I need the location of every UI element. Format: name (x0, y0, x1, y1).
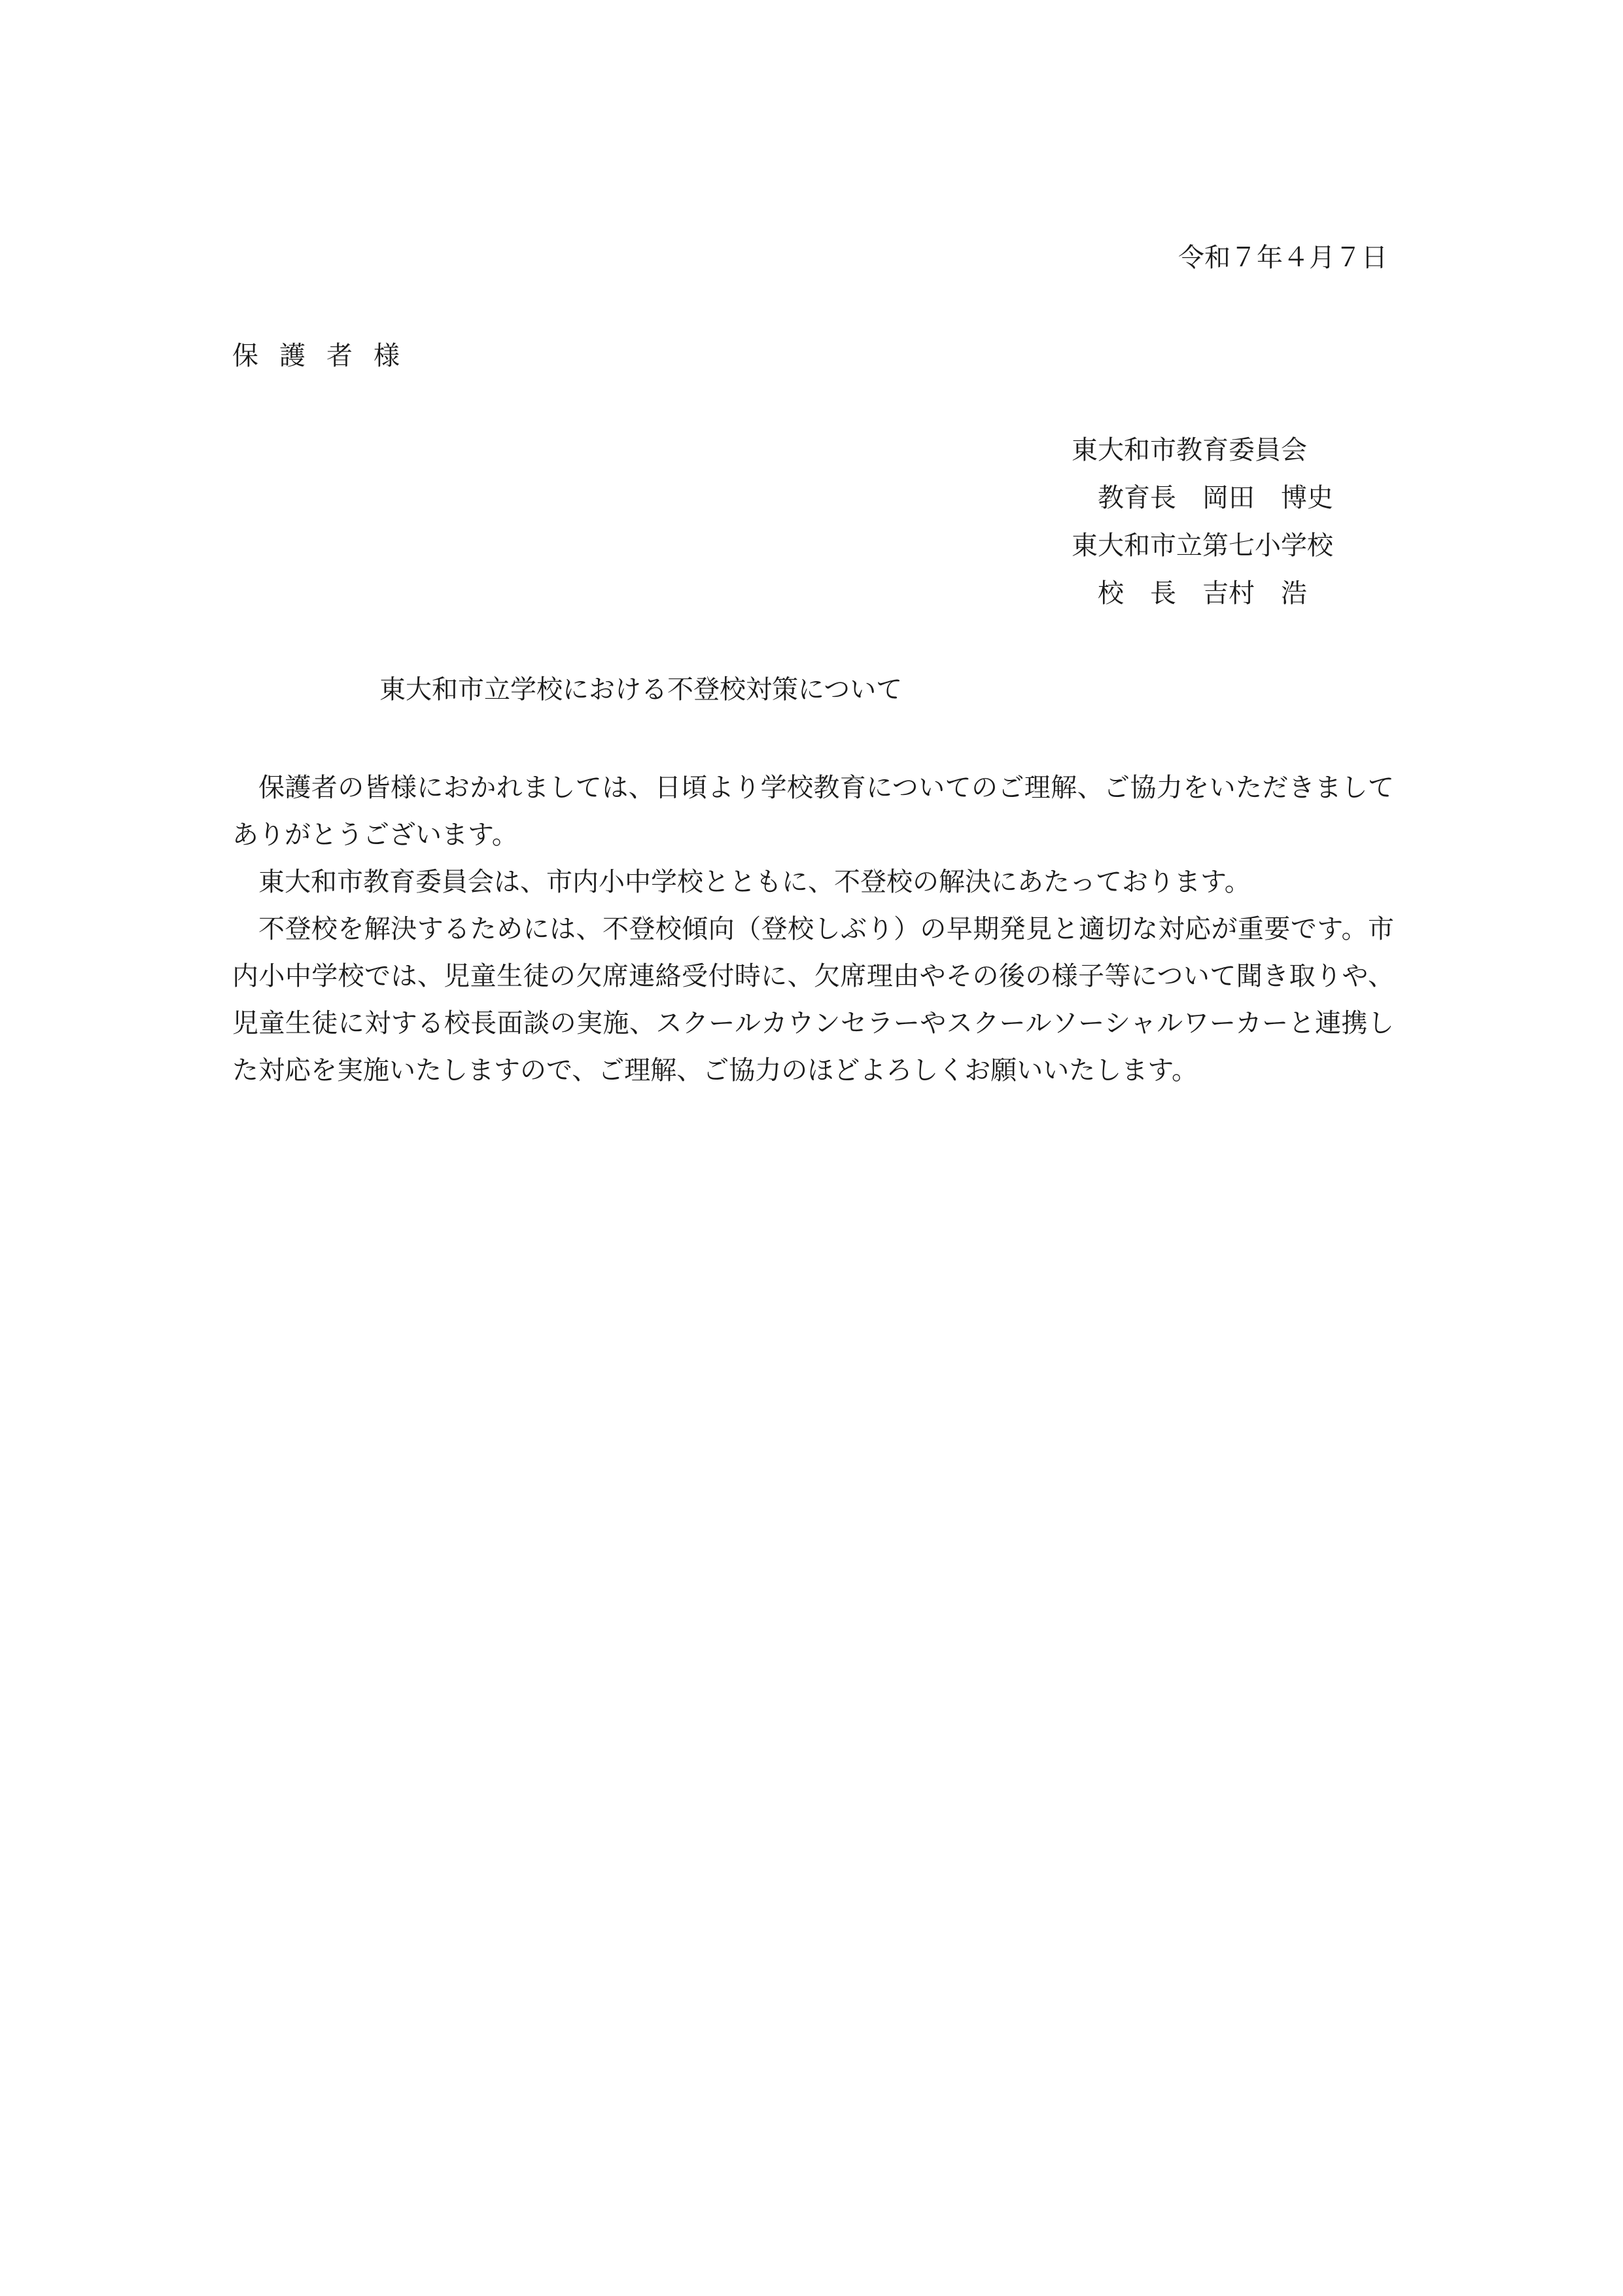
body-paragraph-board: 東大和市教育委員会は、市内小中学校とともに、不登校の解決にあたっております。 (258, 867, 1251, 897)
sender-principal: 校 長 吉村 浩 (1072, 578, 1307, 609)
sender-school: 東大和市立第七小学校 (1072, 531, 1333, 561)
letter-body (232, 764, 1394, 1094)
body-paragraph-measures: 不登校を解決するためには、不登校傾向（登校しぶり）の早期発見と適切な対応が重要です。市内小中学校では、児童生徒の欠席連絡受付時に、欠席理由やその後の様子等について聞き取りや、児童生徒に対する校長面談の実施、スクールカウンセラーやスクールソーシャルワーカーと連携した対応を実施いたしますので、ご理解、ご協力のほどよろしくお願いいたします。 (232, 914, 1394, 1086)
letter-date: 令和７年４月７日 (1178, 243, 1387, 273)
body-paragraph-greeting: 保護者の皆様におかれましては、日頃より学校教育についてのご理解、ご協力をいただきましてありがとうございます。 (232, 773, 1394, 850)
sender-organization: 東大和市教育委員会 (1072, 435, 1307, 465)
addressee: 保護者様 (232, 341, 421, 371)
sender-superintendent: 教育長 岡田 博史 (1072, 483, 1333, 513)
sender-block (1072, 427, 1333, 618)
letter-title: 東大和市立学校における不登校対策について (379, 675, 903, 705)
